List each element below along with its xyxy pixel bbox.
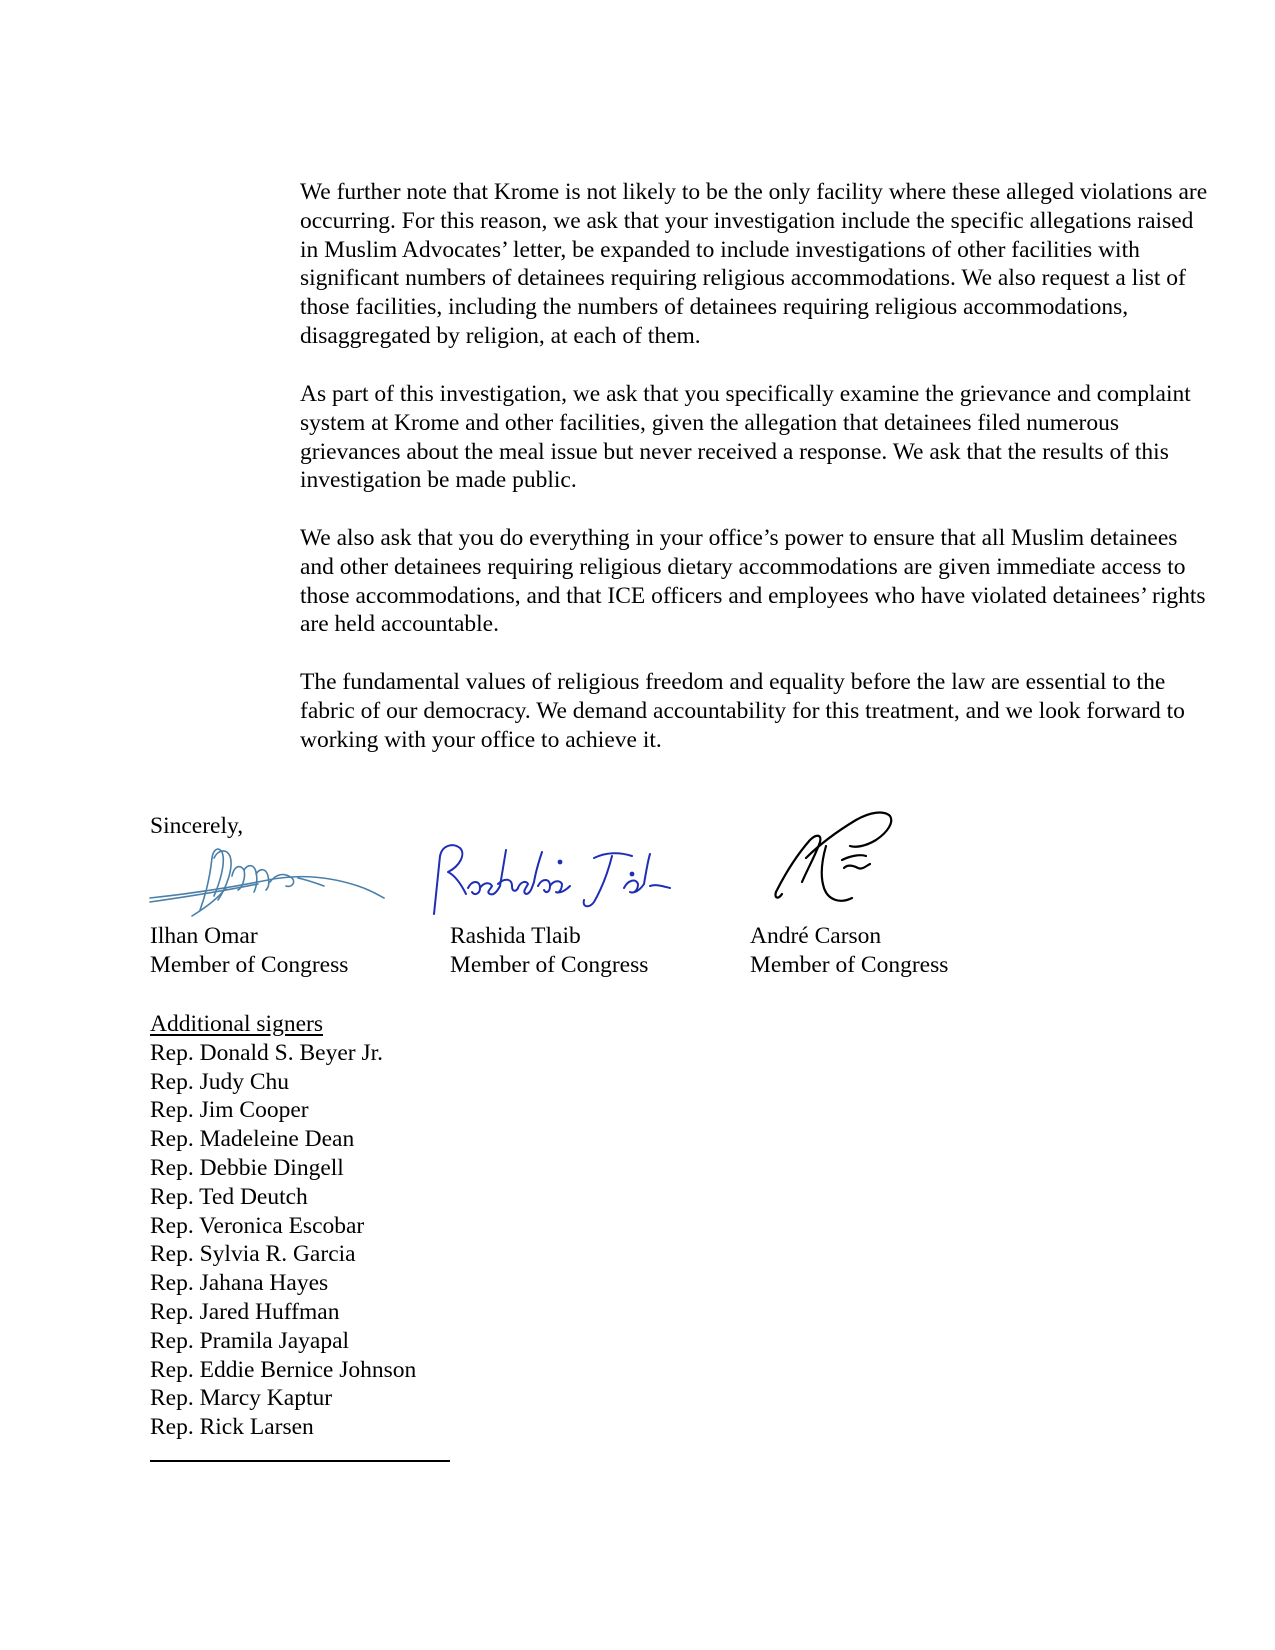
list-item: Rep. Donald S. Beyer Jr. — [150, 1039, 384, 1066]
closing-salutation: Sincerely, — [150, 813, 244, 839]
paragraph-accommodations-request: We also ask that you do everything in your office’s power to ensure that all Muslim detainees and other detainees requiring religious dietary accommodations are given immediate access to those accommodations, and that ICE officers and employees who have violated detainees’ rights are held accountable. — [300, 525, 1206, 638]
list-item: Rep. Rick Larsen — [150, 1414, 314, 1441]
signer-name: Ilhan Omar — [150, 923, 258, 949]
list-item: Rep. Judy Chu — [150, 1068, 290, 1095]
list-item: Rep. Eddie Bernice Johnson — [150, 1356, 417, 1383]
signer-name: Rashida Tlaib — [450, 923, 581, 949]
carson-signature — [766, 806, 906, 918]
signer-title: Member of Congress — [150, 951, 349, 978]
additional-signers-list — [150, 1039, 416, 1442]
omar-signature — [148, 836, 388, 918]
list-item: Rep. Madeleine Dean — [150, 1126, 355, 1153]
signer-title: Member of Congress — [450, 951, 649, 978]
list-item: Rep. Ted Deutch — [150, 1183, 308, 1210]
signer-name: André Carson — [750, 923, 882, 949]
list-item: Rep. Jared Huffman — [150, 1298, 340, 1325]
signer-title: Member of Congress — [750, 951, 949, 978]
list-item: Rep. Debbie Dingell — [150, 1154, 344, 1181]
paragraph-conclusion: The fundamental values of religious freedom and equality before the law are essential to the fabric of our democracy. We demand accountability for this treatment, and we look forward to working with your office to achieve it. — [300, 669, 1185, 753]
footnote-divider — [150, 1460, 450, 1462]
list-item: Rep. Jim Cooper — [150, 1097, 309, 1124]
list-item: Rep. Jahana Hayes — [150, 1270, 329, 1297]
signer-carson — [750, 922, 948, 980]
paragraph-additional-facilities: We further note that Krome is not likely to be the only facility where these alleged violations are occurring. For this reason, we ask that your investigation include the specific allegations raised in Muslim Advocates’ letter, be expanded to include investigations of other facilities with significant numbers of detainees requiring religious accommodations. We also request a list of those facilities, including the numbers of detainees requiring religious accommodations, disaggregated by religion, at each of them. — [300, 179, 1208, 349]
additional-signers-heading: Additional signers — [150, 1011, 323, 1037]
signer-omar — [150, 922, 348, 980]
paragraph-grievance-system: As part of this investigation, we ask that you specifically examine the grievance and complaint system at Krome and other facilities, given the allegation that detainees filed numerous grievances about the meal issue but never received a response. We ask that the results of this investigation be made public. — [300, 381, 1191, 494]
additional-signers-section — [150, 1010, 416, 1442]
list-item: Rep. Veronica Escobar — [150, 1212, 365, 1239]
list-item: Rep. Pramila Jayapal — [150, 1327, 350, 1354]
list-item: Rep. Sylvia R. Garcia — [150, 1241, 356, 1268]
tlaib-signature — [420, 836, 680, 918]
signer-tlaib — [450, 922, 648, 980]
list-item: Rep. Marcy Kaptur — [150, 1385, 333, 1412]
